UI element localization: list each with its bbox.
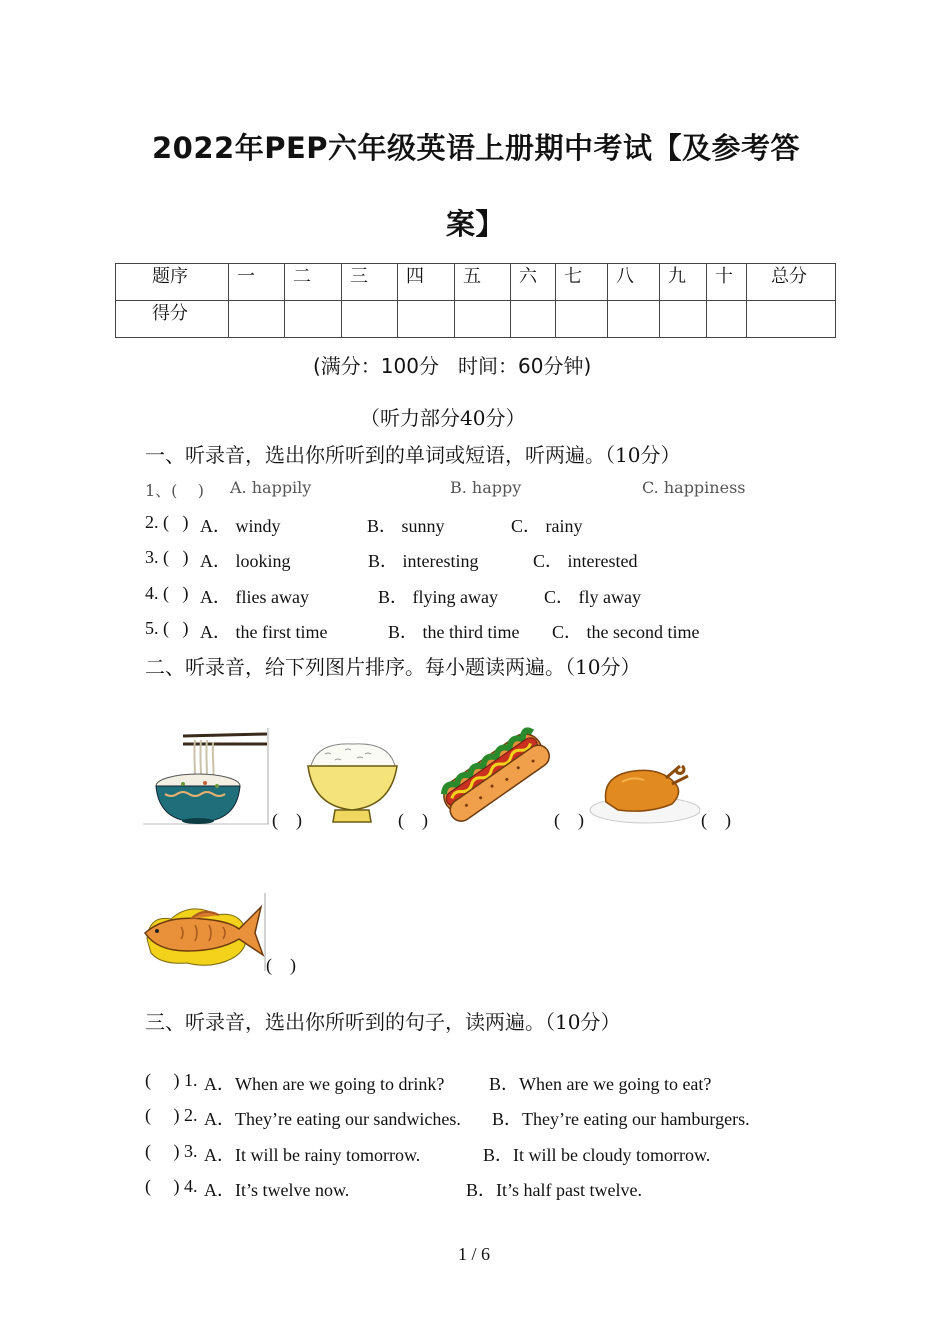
score-input-cell[interactable] [556, 301, 608, 338]
score-table-cell: 四 [398, 264, 455, 301]
score-input-cell[interactable] [747, 301, 836, 338]
score-input-cell[interactable] [707, 301, 747, 338]
question-2-option-c[interactable]: C． rainy [511, 516, 583, 536]
question-1-option-a[interactable]: A. happily [230, 478, 312, 497]
rice-bowl-icon [305, 740, 400, 826]
score-table-cell: 八 [608, 264, 660, 301]
page-number: 1 / 6 [458, 1244, 491, 1264]
question-2-option-b[interactable]: B． sunny [367, 516, 445, 536]
score-table-cell: 题序 [116, 264, 229, 301]
score-input-cell[interactable] [455, 301, 511, 338]
sentence-1-option-a[interactable]: A．When are we going to drink? [204, 1074, 445, 1094]
score-table-cell: 十 [707, 264, 747, 301]
hot-dog-icon [434, 720, 554, 826]
score-table-cell: 总分 [747, 264, 836, 301]
answer-blank[interactable]: ( ) [398, 810, 428, 830]
exam-info: (满分：100分 时间：60分钟) [313, 354, 592, 378]
score-table [115, 263, 836, 338]
question-5-option-c[interactable]: C． the second time [552, 622, 700, 642]
section3-heading: 三、听录音，选出你所听到的句子，读两遍。（10分） [145, 1010, 621, 1034]
score-table-cell: 三 [342, 264, 398, 301]
question-3-number: 3. ( ) [145, 547, 189, 567]
sentence-2-option-a[interactable]: A．They’re eating our sandwiches. [204, 1109, 461, 1129]
score-table-header-row [116, 264, 836, 301]
answer-blank[interactable]: ( ) [266, 955, 296, 975]
answer-blank[interactable]: ( ) [272, 810, 302, 830]
question-1-option-c[interactable]: C. happiness [642, 478, 746, 497]
sentence-4-option-a[interactable]: A．It’s twelve now. [204, 1180, 350, 1200]
score-input-cell[interactable] [398, 301, 455, 338]
score-input-cell[interactable] [608, 301, 660, 338]
question-4-option-b[interactable]: B． flying away [378, 587, 498, 607]
question-4-number: 4. ( ) [145, 583, 189, 603]
sentence-1-number: ( ) 1. [145, 1070, 198, 1090]
question-5-number: 5. ( ) [145, 618, 189, 638]
roast-chicken-icon [588, 758, 704, 826]
score-input-cell[interactable] [229, 301, 285, 338]
answer-blank[interactable]: ( ) [701, 810, 731, 830]
sentence-2-option-b[interactable]: B．They’re eating our hamburgers. [492, 1109, 750, 1129]
noodles-icon [143, 728, 271, 826]
page-title-line2: 案】 [446, 207, 506, 241]
question-4-option-c[interactable]: C． fly away [544, 587, 641, 607]
question-3-option-a[interactable]: A． looking [200, 551, 291, 571]
score-table-cell: 五 [455, 264, 511, 301]
score-table-cell: 九 [660, 264, 707, 301]
score-input-cell[interactable] [660, 301, 707, 338]
question-4-option-a[interactable]: A． flies away [200, 587, 309, 607]
score-input-cell[interactable] [285, 301, 342, 338]
sentence-3-number: ( ) 3. [145, 1141, 198, 1161]
answer-blank[interactable]: ( ) [554, 810, 584, 830]
score-input-cell[interactable] [511, 301, 556, 338]
score-table-score-row [116, 301, 836, 338]
listening-header: （听力部分40分） [360, 406, 526, 430]
score-table-cell: 六 [511, 264, 556, 301]
question-5-option-a[interactable]: A． the first time [200, 622, 328, 642]
section2-heading: 二、听录音，给下列图片排序。每小题读两遍。（10分） [145, 655, 641, 679]
sentence-3-option-a[interactable]: A．It will be rainy tomorrow. [204, 1145, 421, 1165]
sentence-2-number: ( ) 2. [145, 1105, 198, 1125]
question-2-number: 2. ( ) [145, 512, 189, 532]
question-1-option-b[interactable]: B. happy [450, 478, 522, 497]
question-3-option-c[interactable]: C． interested [533, 551, 638, 571]
sentence-1-option-b[interactable]: B．When are we going to eat? [489, 1074, 712, 1094]
question-2-option-a[interactable]: A． windy [200, 516, 281, 536]
score-table-cell: 七 [556, 264, 608, 301]
question-3-option-b[interactable]: B． interesting [368, 551, 479, 571]
sentence-3-option-b[interactable]: B．It will be cloudy tomorrow. [483, 1145, 711, 1165]
section1-heading: 一、听录音，选出你所听到的单词或短语，听两遍。（10分） [145, 443, 681, 467]
score-input-cell[interactable] [342, 301, 398, 338]
page-title-line1: 2022年PEP六年级英语上册期中考试【及参考答 [152, 131, 801, 165]
sentence-4-number: ( ) 4. [145, 1176, 198, 1196]
fish-icon [141, 893, 267, 973]
sentence-4-option-b[interactable]: B．It’s half past twelve. [466, 1180, 642, 1200]
question-5-option-b[interactable]: B． the third time [388, 622, 520, 642]
score-table-cell: 二 [285, 264, 342, 301]
question-1-number: 1、( ) [145, 481, 205, 500]
score-table-cell: 得分 [116, 301, 229, 338]
score-table-cell: 一 [229, 264, 285, 301]
